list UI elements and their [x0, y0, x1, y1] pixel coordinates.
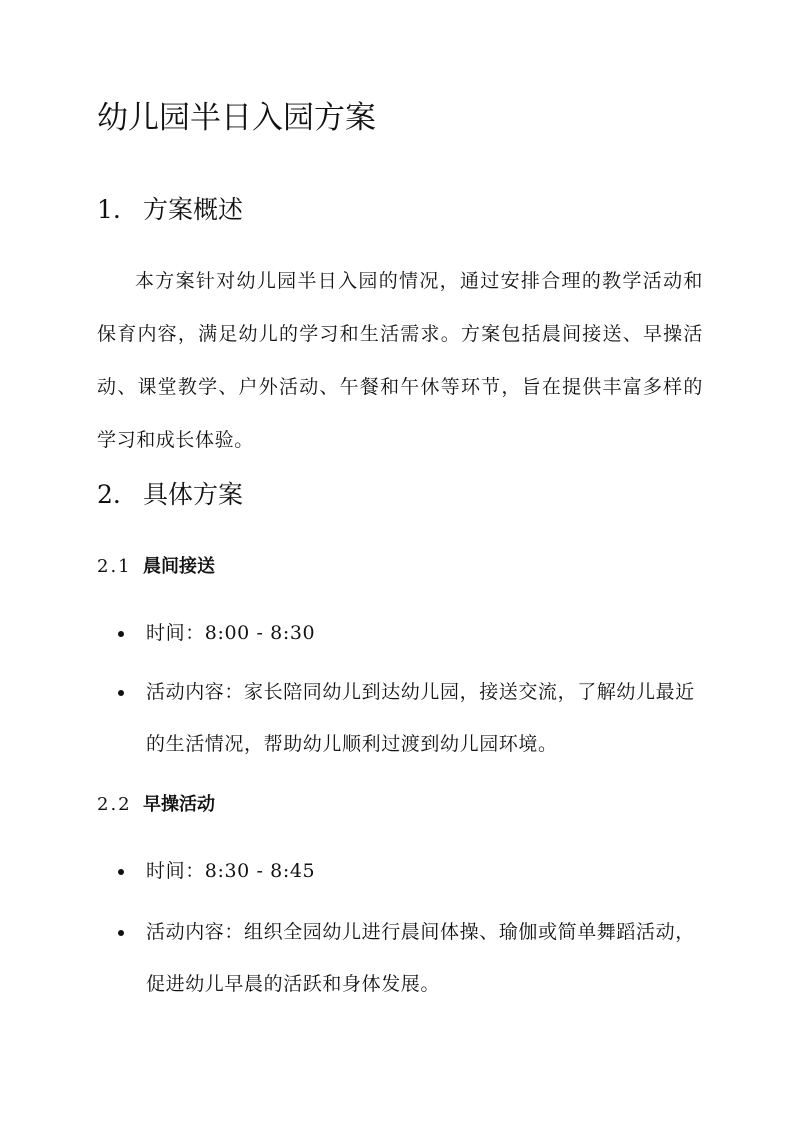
document-title: 幼儿园半日入园方案	[97, 100, 376, 136]
section-heading-plan	[97, 475, 243, 515]
overview-paragraph: 本方案针对幼儿园半日入园的情况，通过安排合理的教学活动和保育内容，满足幼儿的学习和生活需求。方案包括晨间接送、早操活动、课堂教学、户外活动、午餐和午休等环节，旨在提供丰富多样的学习和成长体验。	[97, 270, 703, 451]
section-title: 方案概述	[143, 195, 244, 224]
list-item	[116, 666, 706, 770]
list-item	[116, 607, 706, 659]
subsection-title: 晨间接送	[143, 556, 215, 577]
section-number: 1.	[97, 195, 121, 224]
list-item-text: 活动内容：组织全园幼儿进行晨间体操、瑜伽或简单舞蹈活动，促进幼儿早晨的活跃和身体发展。	[146, 921, 695, 995]
bullet-icon	[118, 631, 124, 637]
bullet-icon	[118, 930, 124, 936]
list-item-text: 时间：8:00 - 8:30	[146, 622, 316, 644]
bullet-icon	[118, 869, 124, 875]
subsection-number: 2.2	[97, 794, 132, 815]
subsection-heading-morning-dropoff	[97, 552, 215, 582]
subsection-title: 早操活动	[143, 794, 215, 815]
section-title: 具体方案	[143, 480, 244, 509]
bullet-icon	[118, 690, 124, 696]
section-heading-overview	[97, 190, 243, 230]
list-item	[116, 906, 706, 1010]
list-item-text: 活动内容：家长陪同幼儿到达幼儿园，接送交流，了解幼儿最近的生活情况，帮助幼儿顺利过渡到幼儿园环境。	[146, 681, 695, 755]
subsection-number: 2.1	[97, 556, 132, 577]
section-number: 2.	[97, 480, 121, 509]
list-item-text: 时间：8:30 - 8:45	[146, 860, 316, 882]
list-item	[116, 845, 706, 897]
subsection-heading-morning-exercise	[97, 790, 215, 820]
